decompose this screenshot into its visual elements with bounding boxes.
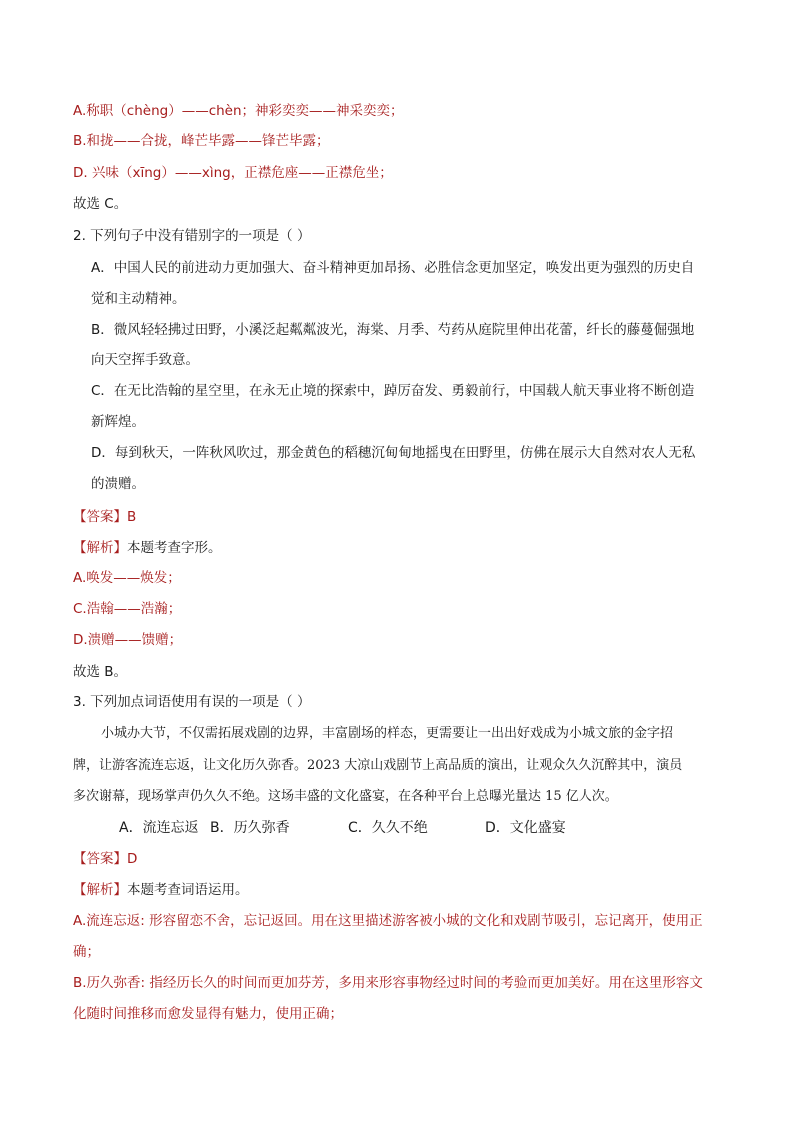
q2-option-d-line1: D．每到秋天，一阵秋风吹过，那金黄色的稻穗沉甸甸地摇曳在田野里，仿佛在展示大自然对农人无私 (91, 445, 696, 461)
q2-answer-value: B (127, 509, 137, 525)
q3-stem: 3. 下列加点词语使用有误的一项是（ ） (73, 694, 311, 710)
q3-answer-value: D (127, 851, 138, 867)
q3-option-c: C．久久不绝 (348, 820, 428, 836)
q3-option-d: D．文化盛宴 (485, 820, 566, 836)
q3-passage-line1: 小城办大节，不仅需拓展戏剧的边界，丰富剧场的样态，更需要让一出出好戏成为小城文旅的金字招 (101, 726, 674, 741)
q3-expl-a-line2: 确； (73, 944, 100, 960)
q2-option-d-line2: 的溃赠。 (91, 476, 145, 492)
prev-fix-b: B.和拢——合拢，峰芒毕露——锋芒毕露； (73, 133, 330, 149)
q3-passage-line3: 多次谢幕，现场掌声仍久久不绝。这场丰盛的文化盛宴，在各种平台上总曝光量达 15 亿人次。 (73, 789, 618, 804)
q2-option-c-line2: 新辉煌。 (91, 414, 145, 430)
q2-option-c-line1: C．在无比浩翰的星空里，在永无止境的探索中，踔厉奋发、勇毅前行，中国载人航天事业将不断创造 (91, 383, 695, 399)
q2-analysis-label: 【解析】 (73, 540, 127, 556)
q3-answer (73, 849, 137, 869)
q3-analysis (73, 880, 249, 900)
prev-fix-d: D. 兴味（xīng）——xìng，正襟危座——正襟危坐； (73, 165, 393, 181)
prev-conclusion: 故选 C。 (73, 196, 128, 212)
q3-option-b: B．历久弥香 (210, 820, 290, 836)
q2-answer-label: 【答案】 (73, 509, 127, 525)
q2-answer (73, 507, 136, 527)
q2-option-b-line1: B．微风轻轻拂过田野，小溪泛起粼粼波光，海棠、月季、芍药从庭院里伸出花蕾，纤长的藤蔓倔强地 (91, 322, 695, 338)
q2-fix-d: D.溃赠——馈赠； (73, 632, 183, 648)
q2-option-a-line2: 觉和主动精神。 (91, 291, 186, 307)
q2-option-a-line1: A．中国人民的前进动力更加强大、奋斗精神更加昂扬、必胜信念更加坚定，唤发出更为强烈的历史自 (91, 260, 695, 276)
q3-passage-line2: 牌，让游客流连忘返，让文化历久弥香。2023 大凉山戏剧节上高品质的演出，让观众久久沉醉其中，演员 (73, 758, 683, 773)
q2-fix-c: C.浩翰——浩瀚； (73, 601, 182, 617)
q2-fix-a: A.唤发——焕发； (73, 570, 181, 586)
q2-conclusion: 故选 B。 (73, 664, 128, 680)
q2-analysis (73, 538, 222, 558)
q3-analysis-label: 【解析】 (73, 882, 127, 898)
q3-analysis-text: 本题考查词语运用。 (127, 882, 249, 898)
q3-expl-b-line2: 化随时间推移而愈发显得有魅力，使用正确； (73, 1006, 343, 1022)
q3-expl-b-line1: B.历久弥香: 指经历长久的时间而更加芬芳，多用来形容事物经过时间的考验而更加美好。用在这里形容文 (73, 975, 703, 991)
q3-expl-a-line1: A.流连忘返: 形容留恋不舍，忘记返回。用在这里描述游客被小城的文化和戏剧节吸引，忘记离开，使用正 (73, 913, 703, 929)
prev-fix-a: A.称职（chèng）——chèn；神彩奕奕——神采奕奕； (73, 103, 404, 119)
q2-analysis-text: 本题考查字形。 (127, 540, 222, 556)
q3-answer-label: 【答案】 (73, 851, 127, 867)
q2-stem: 2. 下列句子中没有错别字的一项是（ ） (73, 228, 311, 244)
q3-option-a: A．流连忘返 (119, 820, 199, 836)
q2-option-b-line2: 向天空挥手致意。 (91, 352, 199, 368)
